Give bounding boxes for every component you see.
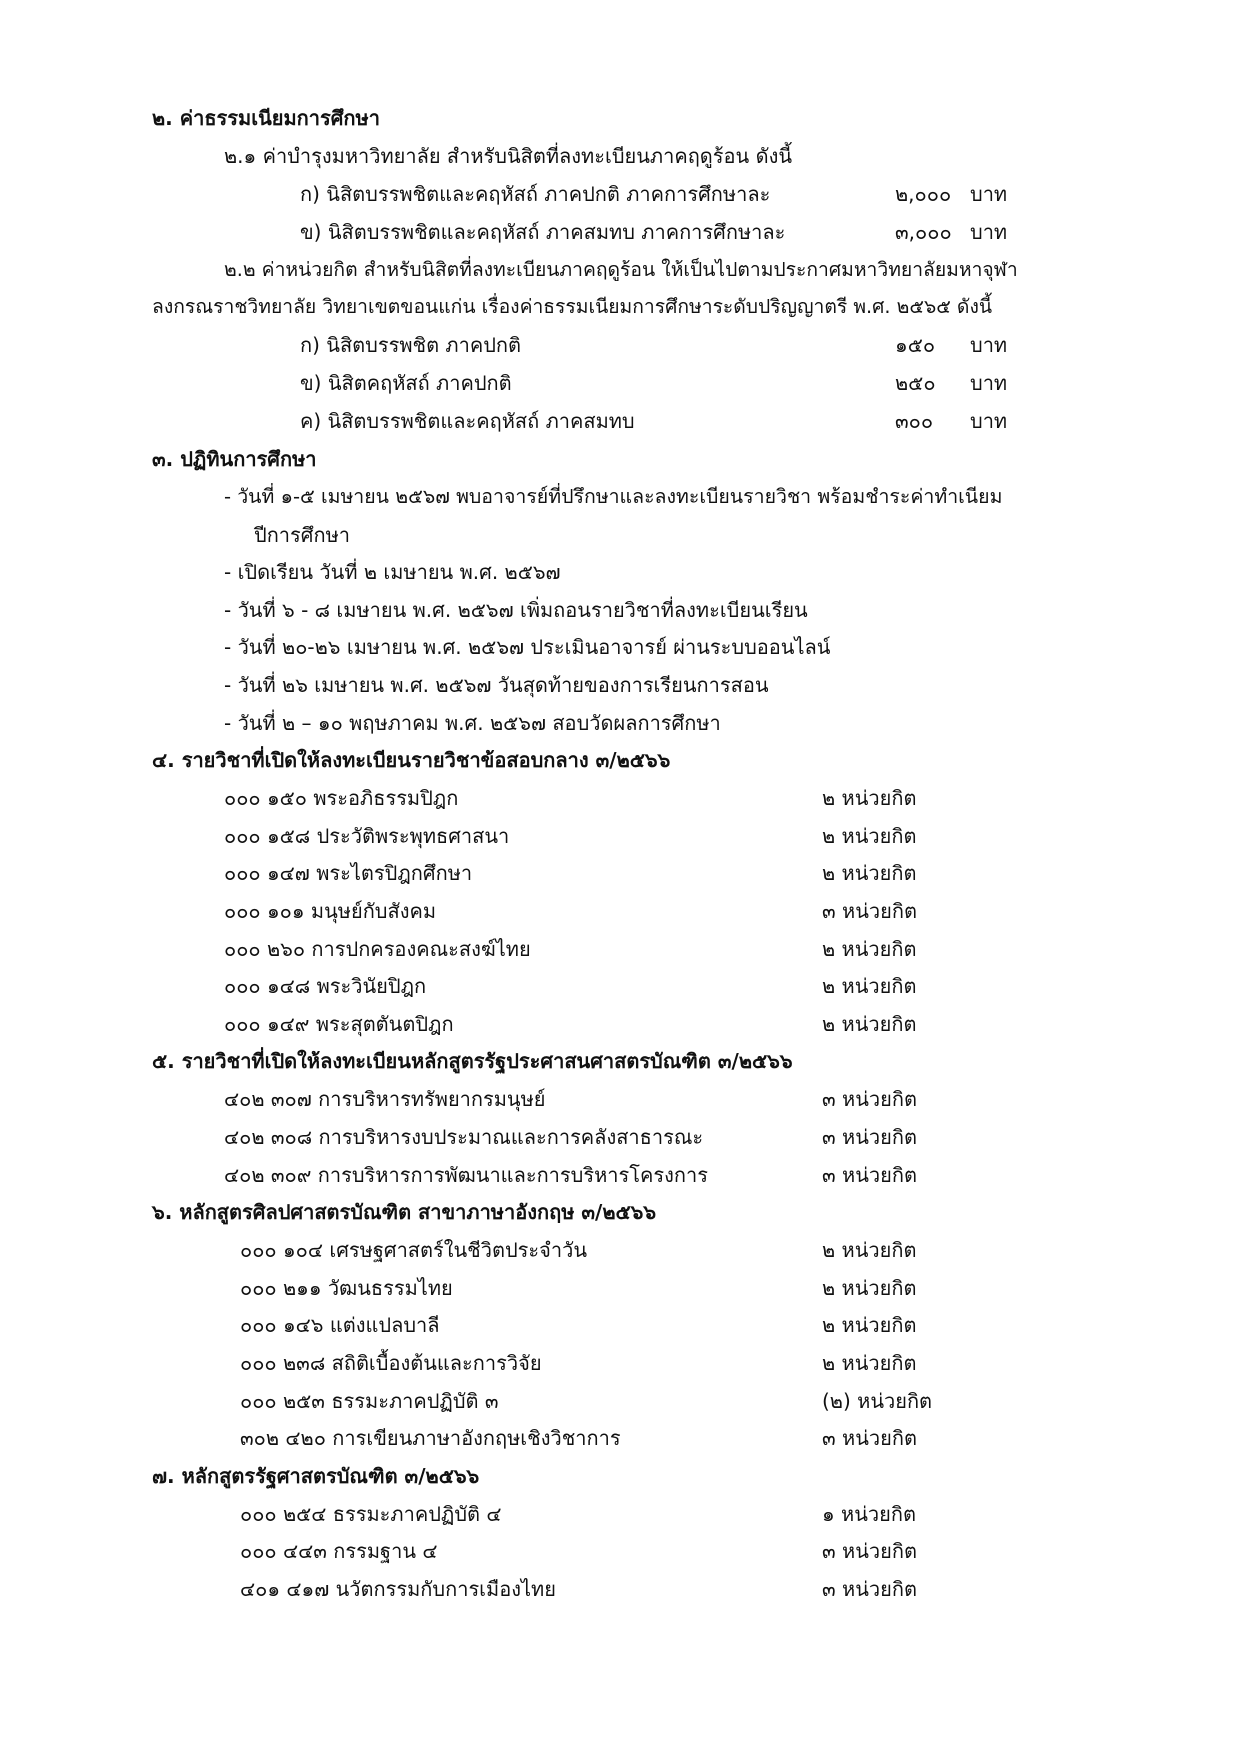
course-credit: ๒ หน่วยกิต	[822, 1012, 917, 1036]
section-5-heading: ๕. รายวิชาที่เปิดให้ลงทะเบียนหลักสูตรรัฐประศาสนศาสตรบัณฑิต ๓/๒๕๖๖	[152, 1049, 793, 1073]
fee-item-amount: ๓,๐๐๐	[895, 220, 952, 244]
course-credit: ๒ หน่วยกิต	[822, 1276, 917, 1300]
course-name: ๐๐๐ ๑๐๔ เศรษฐศาสตร์ในชีวิตประจำวัน	[240, 1238, 587, 1262]
course-name: ๔๐๑ ๔๑๗ นวัตกรรมกับการเมืองไทย	[240, 1577, 556, 1601]
credit-fee-label: ก) นิสิตบรรพชิต ภาคปกติ	[300, 333, 522, 357]
course-credit: ๓ หน่วยกิต	[822, 1577, 917, 1601]
credit-fee-amount: ๑๕๐	[895, 333, 936, 357]
calendar-item: - วันที่ ๒๖ เมษายน พ.ศ. ๒๕๖๗ วันสุดท้ายของการเรียนการสอน	[224, 673, 769, 697]
course-credit: ๒ หน่วยกิต	[822, 1313, 917, 1337]
calendar-item: - วันที่ ๒ – ๑๐ พฤษภาคม พ.ศ. ๒๕๖๗ สอบวัดผลการศึกษา	[224, 711, 721, 735]
fee-item-label: ข) นิสิตบรรพชิตและคฤหัสถ์ ภาคสมทบ ภาคการศึกษาละ	[300, 220, 786, 244]
fee-item-amount: ๒,๐๐๐	[895, 182, 952, 206]
course-credit: ๓ หน่วยกิต	[822, 1163, 917, 1187]
course-name: ๐๐๐ ๑๔๘ พระวินัยปิฎก	[224, 974, 427, 998]
course-credit: ๒ หน่วยกิต	[822, 937, 917, 961]
course-name: ๐๐๐ ๒๕๓ ธรรมะภาคปฏิบัติ ๓	[240, 1389, 499, 1413]
calendar-item: - วันที่ ๒๐-๒๖ เมษายน พ.ศ. ๒๕๖๗ ประเมินอาจารย์ ผ่านระบบออนไลน์	[224, 635, 831, 659]
course-name: ๔๐๒ ๓๐๙ การบริหารการพัฒนาและการบริหารโครงการ	[224, 1163, 708, 1187]
course-name: ๐๐๐ ๑๔๖ แต่งแปลบาลี	[240, 1313, 440, 1337]
section-2-2-text-line1: ๒.๒ ค่าหน่วยกิต สำหรับนิสิตที่ลงทะเบียนภาคฤดูร้อน ให้เป็นไปตามประกาศมหาวิทยาลัยมหาจุฬา	[224, 258, 1018, 281]
course-name: ๔๐๒ ๓๐๗ การบริหารทรัพยากรมนุษย์	[224, 1087, 546, 1111]
course-name: ๐๐๐ ๑๕๐ พระอภิธรรมปิฎก	[224, 786, 459, 810]
course-credit: ๑ หน่วยกิต	[822, 1502, 916, 1526]
section-6-heading: ๖. หลักสูตรศิลปศาสตรบัณฑิต สาขาภาษาอังกฤษ ๓/๒๕๖๖	[152, 1200, 657, 1224]
fee-item-unit: บาท	[970, 220, 1008, 244]
section-7-heading: ๗. หลักสูตรรัฐศาสตรบัณฑิต ๓/๒๕๖๖	[152, 1464, 480, 1488]
course-credit: (๒) หน่วยกิต	[822, 1389, 933, 1413]
credit-fee-label: ข) นิสิตคฤหัสถ์ ภาคปกติ	[300, 371, 512, 395]
course-name: ๐๐๐ ๑๐๑ มนุษย์กับสังคม	[224, 899, 437, 923]
calendar-item: - เปิดเรียน วันที่ ๒ เมษายน พ.ศ. ๒๕๖๗	[224, 560, 561, 584]
course-credit: ๒ หน่วยกิต	[822, 861, 917, 885]
course-name: ๔๐๒ ๓๐๘ การบริหารงบประมาณและการคลังสาธารณะ	[224, 1125, 704, 1149]
course-name: ๐๐๐ ๒๖๐ การปกครองคณะสงฆ์ไทย	[224, 937, 531, 961]
section-2-1-text: ๒.๑ ค่าบำรุงมหาวิทยาลัย สำหรับนิสิตที่ลงทะเบียนภาคฤดูร้อน ดังนี้	[224, 144, 793, 168]
credit-fee-amount: ๒๕๐	[895, 371, 936, 395]
course-name: ๐๐๐ ๒๕๔ ธรรมะภาคปฏิบัติ ๔	[240, 1502, 502, 1526]
course-name: ๐๐๐ ๒๑๑ วัฒนธรรมไทย	[240, 1276, 453, 1300]
calendar-item: - วันที่ ๖ - ๘ เมษายน พ.ศ. ๒๕๖๗ เพิ่มถอนรายวิชาที่ลงทะเบียนเรียน	[224, 598, 808, 622]
course-name: ๐๐๐ ๑๔๙ พระสุตตันตปิฎก	[224, 1012, 454, 1036]
fee-item-unit: บาท	[970, 182, 1008, 206]
course-name: ๓๐๒ ๔๒๐ การเขียนภาษาอังกฤษเชิงวิชาการ	[240, 1426, 621, 1450]
calendar-item: - วันที่ ๑-๕ เมษายน ๒๕๖๗ พบอาจารย์ที่ปรึกษาและลงทะเบียนรายวิชา พร้อมชำระค่าทำเนียม	[224, 485, 1003, 508]
course-credit: ๒ หน่วยกิต	[822, 974, 917, 998]
calendar-item-continued: ปีการศึกษา	[254, 523, 350, 547]
course-credit: ๒ หน่วยกิต	[822, 1238, 917, 1262]
credit-fee-unit: บาท	[970, 371, 1008, 395]
course-name: ๐๐๐ ๒๓๘ สถิติเบื้องต้นและการวิจัย	[240, 1351, 542, 1375]
credit-fee-label: ค) นิสิตบรรพชิตและคฤหัสถ์ ภาคสมทบ	[300, 409, 635, 433]
section-2-2-text-line2: ลงกรณราชวิทยาลัย วิทยาเขตขอนแก่น เรื่องค่าธรรมเนียมการศึกษาระดับปริญญาตรี พ.ศ. ๒๕๖๕ ดังนี้	[152, 295, 993, 318]
course-credit: ๓ หน่วยกิต	[822, 1087, 917, 1111]
course-credit: ๒ หน่วยกิต	[822, 824, 917, 848]
course-credit: ๒ หน่วยกิต	[822, 786, 917, 810]
course-name: ๐๐๐ ๔๔๓ กรรมฐาน ๔	[240, 1539, 438, 1563]
course-credit: ๒ หน่วยกิต	[822, 1351, 917, 1375]
credit-fee-unit: บาท	[970, 333, 1008, 357]
course-credit: ๓ หน่วยกิต	[822, 899, 917, 923]
credit-fee-unit: บาท	[970, 409, 1008, 433]
course-credit: ๓ หน่วยกิต	[822, 1125, 917, 1149]
section-2-heading: ๒. ค่าธรรมเนียมการศึกษา	[152, 106, 380, 130]
section-4-heading: ๔. รายวิชาที่เปิดให้ลงทะเบียนรายวิชาข้อสอบกลาง ๓/๒๕๖๖	[152, 748, 671, 772]
course-name: ๐๐๐ ๑๔๗ พระไตรปิฎกศึกษา	[224, 861, 473, 885]
course-credit: ๓ หน่วยกิต	[822, 1539, 917, 1563]
section-3-heading: ๓. ปฏิทินการศึกษา	[152, 447, 317, 471]
fee-item-label: ก) นิสิตบรรพชิตและคฤหัสถ์ ภาคปกติ ภาคการศึกษาละ	[300, 182, 771, 206]
course-name: ๐๐๐ ๑๕๘ ประวัติพระพุทธศาสนา	[224, 824, 510, 848]
course-credit: ๓ หน่วยกิต	[822, 1426, 917, 1450]
credit-fee-amount: ๓๐๐	[895, 409, 934, 433]
